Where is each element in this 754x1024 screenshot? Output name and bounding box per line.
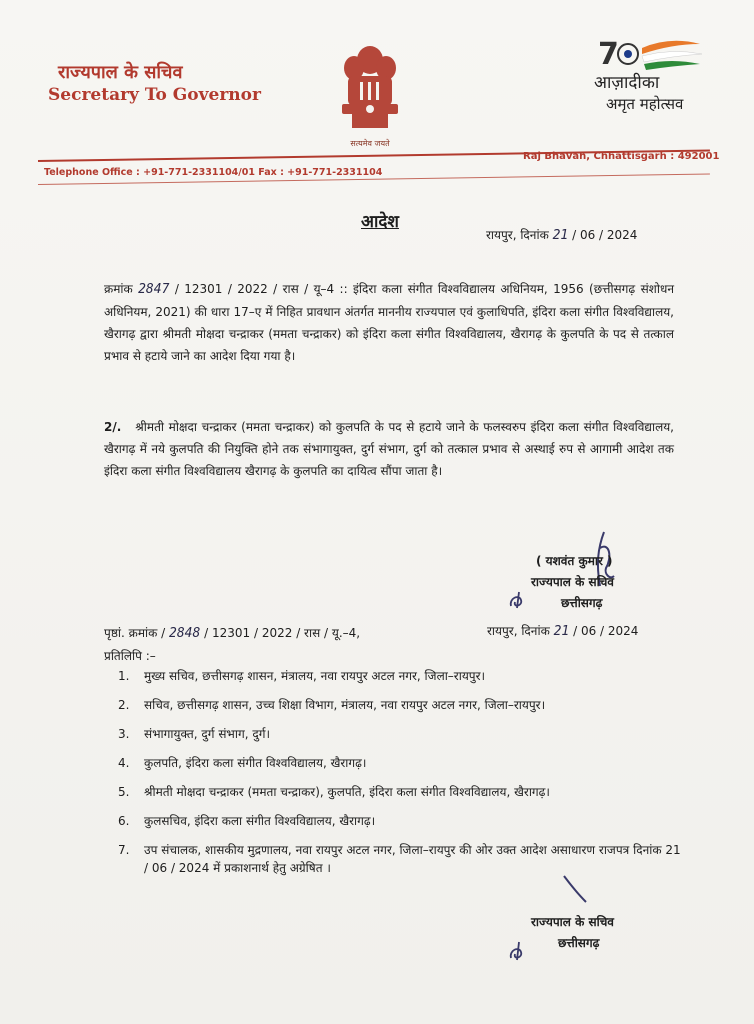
- list-item-number: 4.: [118, 756, 130, 770]
- list-item: [118, 783, 688, 807]
- copy-to-label: प्रतिलिपि :–: [104, 649, 156, 663]
- svg-text:7: 7: [598, 37, 619, 72]
- endorsement-number-handwritten: 2848: [169, 626, 201, 641]
- copy-to-list: [118, 662, 688, 877]
- endorsement-date-suffix: / 06 / 2024: [569, 624, 639, 638]
- endorsement-suffix: / 12301 / 2022 / रास / यू.–4,: [200, 626, 361, 640]
- initial-mark-2: [505, 940, 531, 962]
- order-date-prefix: रायपुर, दिनांक: [486, 228, 553, 242]
- list-item-number: 6.: [118, 814, 130, 828]
- list-item: [118, 667, 688, 691]
- list-item-number: 7.: [118, 843, 130, 857]
- signatory-name: ( यशवंत कुमार ): [536, 554, 613, 568]
- signatory-title-2: राज्यपाल के सचिव: [531, 915, 614, 929]
- order-paragraph-1: [104, 278, 674, 367]
- letterhead-address: Raj Bhavan, Chhattisgarh : 492001: [523, 151, 720, 162]
- list-item: [118, 841, 688, 877]
- endorsement-date-prefix: रायपुर, दिनांक: [487, 624, 554, 638]
- list-item-text: कुलसचिव, इंदिरा कला संगीत विश्वविद्यालय, खैरागढ़।: [144, 814, 376, 828]
- azadi-text-line2: अमृत महोत्सव: [606, 95, 684, 113]
- order-date-suffix: / 06 / 2024: [568, 228, 638, 242]
- order-number-prefix: क्रमांक: [104, 282, 139, 296]
- list-item-text: कुलपति, इंदिरा कला संगीत विश्वविद्यालय, खैरागढ़।: [144, 756, 367, 770]
- order-number-handwritten: 2847: [138, 282, 170, 297]
- order-paragraph-2: [104, 416, 674, 482]
- order-date: [486, 226, 637, 243]
- endorsement-date-day-handwritten: 21: [553, 624, 570, 639]
- order-date-day-handwritten: 21: [552, 228, 569, 243]
- paragraph-2-number: 2/.: [104, 420, 122, 434]
- letterhead-title-hindi: राज्यपाल के सचिव: [58, 62, 183, 83]
- list-item-text: उप संचालक, शासकीय मुद्रणालय, नवा रायपुर अटल नगर, जिला–रायपुर की ओर उक्त आदेश असाधारण राजपत्र दिनांक 21 / 06 / 2024 में प्रकाशनार्थ हेतु अग्रेषित ।: [144, 843, 681, 875]
- signatory-title: राज्यपाल के सचिव: [531, 575, 614, 589]
- order-paragraph-1-text: / 12301 / 2022 / रास / यू–4 :: इंदिरा कला संगीत विश्वविद्यालय अधिनियम, 1956 (छत्तीसगढ़ संशोधन अधिनियम, 2021) की धारा 17–ए में निहित प्रावधान अंतर्गत माननीय राज्यपाल एवं कुलाधिपति, इंदिरा कला संगीत विश्वविद्यालय, खैरागढ़ द्वारा श्रीमती मोक्षदा चन्द्राकर (ममता चन्द्राकर) को इंदिरा कला संगीत विश्वविद्यालय, खैरागढ़ के कुलपति के पद से तत्काल प्रभाव से हटाये जाने का आदेश दिया गया है।: [104, 282, 674, 363]
- list-item-text: श्रीमती मोक्षदा चन्द्राकर (ममता चन्द्राकर), कुलपति, इंदिरा कला संगीत विश्वविद्यालय, खैरागढ़।: [144, 785, 550, 799]
- list-item-number: 5.: [118, 785, 130, 799]
- list-item-text: मुख्य सचिव, छत्तीसगढ़ शासन, मंत्रालय, नवा रायपुर अटल नगर, जिला–रायपुर।: [144, 669, 486, 683]
- list-item-text: सचिव, छत्तीसगढ़ शासन, उच्च शिक्षा विभाग, मंत्रालय, नवा रायपुर अटल नगर, जिला–रायपुर।: [144, 698, 546, 712]
- list-item-number: 3.: [118, 727, 130, 741]
- letterhead-telephone: Telephone Office : +91-771-2331104/01 Fax : +91-771-2331104: [44, 167, 383, 178]
- list-item: [118, 696, 688, 720]
- initial-mark: [505, 590, 531, 610]
- endorsement-prefix: पृष्ठां. क्रमांक /: [104, 626, 170, 640]
- order-heading: आदेश: [361, 212, 399, 232]
- signatory-state: छत्तीसगढ़: [561, 596, 603, 610]
- list-item-text: संभागायुक्त, दुर्ग संभाग, दुर्ग।: [144, 727, 271, 741]
- list-item: [118, 812, 688, 836]
- azadi-text-line1: आज़ादीका: [594, 73, 660, 93]
- emblem-motto: सत्यमेव जयते: [350, 139, 390, 148]
- list-item-number: 2.: [118, 698, 130, 712]
- list-item: [118, 754, 688, 778]
- order-paragraph-2-text: श्रीमती मोक्षदा चन्द्राकर (ममता चन्द्राकर) को कुलपति के पद से हटाये जाने के फलस्वरुप इंदिरा कला संगीत विश्वविद्यालय, खैरागढ़ में नये कुलपति की नियुक्ति होने तक संभागायुक्त, दुर्ग संभाग, दुर्ग को तत्काल प्रभाव से अस्थाई रुप से आगामी आदेश तक इंदिरा कला संगीत विश्वविद्यालय खैरागढ़ के कुलपति का दायित्व सौंपा जाता है।: [104, 420, 674, 478]
- list-item-number: 1.: [118, 669, 130, 683]
- list-item: [118, 725, 688, 749]
- signatory-state-2: छत्तीसगढ़: [558, 936, 600, 950]
- endorsement-date: [487, 622, 638, 639]
- letterhead-title-english: Secretary To Governor: [48, 85, 261, 105]
- ashoka-emblem-icon: [330, 38, 410, 138]
- handwritten-tick-mark: [560, 872, 590, 906]
- endorsement-number: [104, 624, 360, 641]
